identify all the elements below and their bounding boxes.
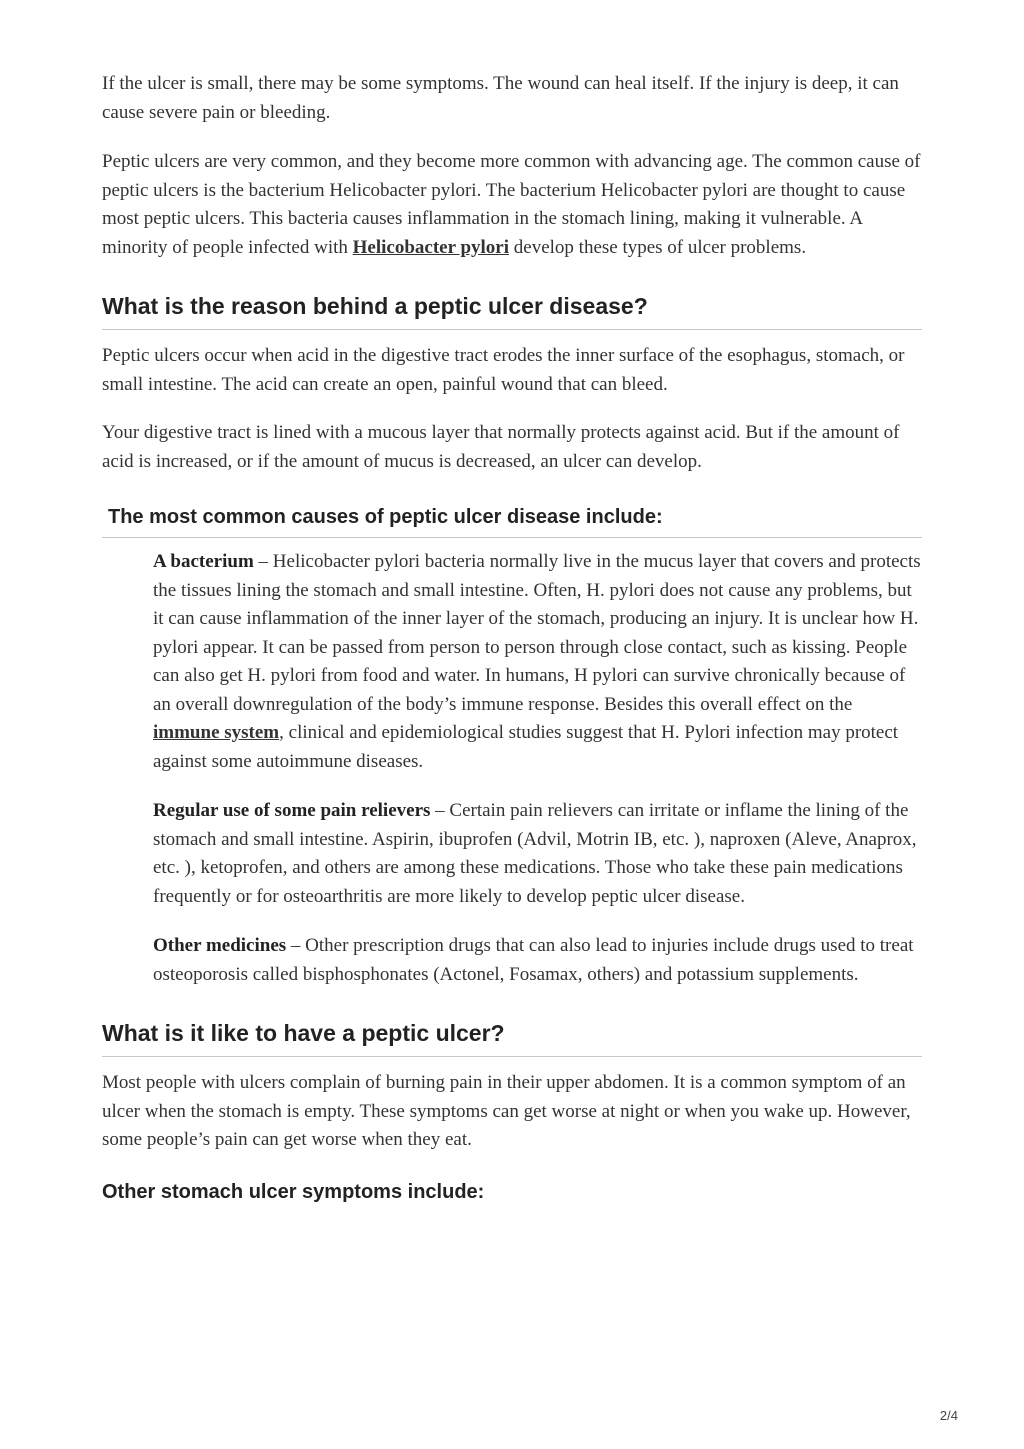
reason-heading: What is the reason behind a peptic ulcer disease? [102, 292, 922, 330]
symptoms-heading: Other stomach ulcer symptoms include: [102, 1180, 485, 1203]
like-paragraph-1: Most people with ulcers complain of burning pain in their upper abdomen. It is a common symptom of an ulcer when the stomach is empty. These symptoms can get worse at night or when you wake up. However, some people’s pain can get worse when they eat. [102, 1072, 911, 1150]
like-heading: What is it like to have a peptic ulcer? [102, 1019, 922, 1057]
reason-paragraph-1: Peptic ulcers occur when acid in the digestive tract erodes the inner surface of the esophagus, stomach, or small intestine. The acid can create an open, painful wound that can bleed. [102, 345, 905, 395]
cause-bacterium-after: , clinical and epidemiological studies suggest that H. Pylori infection may protect against some autoimmune diseases. [153, 722, 899, 772]
intro-paragraph-2 [102, 148, 922, 262]
helicobacter-pylori-link[interactable]: Helicobacter pylori [352, 236, 510, 258]
cause-other-medicines-term: Other medicines [153, 935, 287, 956]
immune-system-link[interactable]: immune system [153, 722, 280, 743]
cause-pain-relievers-term: Regular use of some pain relievers [153, 800, 431, 821]
cause-bacterium-term: A bacterium [153, 551, 254, 572]
cause-bacterium [153, 548, 922, 776]
causes-list [102, 548, 922, 989]
cause-other-medicines-text: – Other prescription drugs that can also lead to injuries include drugs used to treat osteoporosis called bisphosphonates (Actonel, Fosamax, others) and potassium supplements. [153, 935, 914, 985]
causes-heading: The most common causes of peptic ulcer disease include: [102, 504, 922, 538]
cause-pain-relievers-text: – Certain pain relievers can irritate or inflame the lining of the stomach and small intestine. Aspirin, ibuprofen (Advil, Motrin IB, etc. ), naproxen (Aleve, Anaprox, etc. ), ketoprofen, and others are among these medications. Those who take these pain medications frequently or for osteoarthritis are more likely to develop peptic ulcer disease. [153, 800, 917, 907]
document-page [102, 70, 922, 1205]
intro-paragraph-2-text: Peptic ulcers are very common, and they become more common with advancing age. The common cause of peptic ulcers is the bacterium Helicobacter pylori. The bacterium Helicobacter pylori are thought to cause most peptic ulcers. This bacteria causes inflammation in the stomach lining, making it vulnerable. A minority of people infected with [102, 151, 921, 258]
cause-pain-relievers [153, 797, 922, 911]
cause-bacterium-text: – Helicobacter pylori bacteria normally live in the mucus layer that covers and protects the tissues lining the stomach and small intestine. Often, H. pylori does not cause any problems, but it can cause inflammation of the inner layer of the stomach, producing an injury. It is unclear how H. pylori appear. It can be passed from person to person through close contact, such as kissing. People can also get H. pylori from food and water. In humans, H pylori can survive chronically because of an overall downregulation of the body’s immune response. Besides this overall effect on the [153, 551, 921, 715]
cause-other-medicines [153, 932, 922, 989]
intro-paragraph-1: If the ulcer is small, there may be some symptoms. The wound can heal itself. If the injury is deep, it can cause severe pain or bleeding. [102, 73, 899, 123]
intro-paragraph-2-after: develop these types of ulcer problems. [509, 236, 807, 258]
reason-paragraph-2: Your digestive tract is lined with a mucous layer that normally protects against acid. But if the amount of acid is increased, or if the amount of mucus is decreased, an ulcer can develop. [102, 422, 900, 472]
page-number: 2/4 [939, 1408, 958, 1423]
